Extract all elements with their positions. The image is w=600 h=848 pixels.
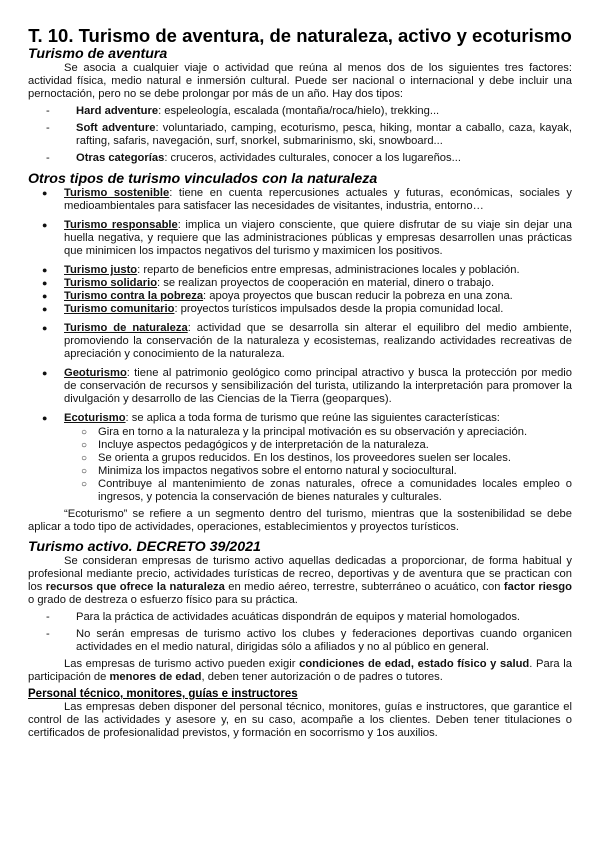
- list-item: - Soft adventure: voluntariado, camping, ecoturismo, pesca, hiking, montar a caballo, caza, kayak, rafting, safaris, navegación, surf, snorkel, submarinismo, ski, snowboard...: [28, 122, 572, 148]
- page-title: T. 10. Turismo de aventura, de naturaleza, activo y ecoturismo: [28, 25, 572, 46]
- active-tourism-definition: Se consideran empresas de turismo activo aquellas dedicadas a proporcionar, de forma habitual y profesional mediante precio, actividades turísticas de recreo, deportivas y de aventura que se practican con los recursos que ofrece la naturaleza en medio aéreo, terrestre, subterráneo o acuático, con factor riesgo o grado de destreza o esfuerzo físico para su práctica.: [28, 555, 572, 606]
- list-item: - Otras categorías: cruceros, actividades culturales, conocer a los lugareños...: [28, 152, 572, 165]
- list-item: ● Ecoturismo: se aplica a toda forma de turismo que reúne las siguientes características: ○ Gira en torno a la naturaleza y la principal motivación es su observación y apreciación. ○ Incluye aspectos pedagógicos y de interpretación de la naturaleza. ○ Se orienta a grupos reducidos. En los destinos, los proveedores suelen ser locales. ○ Minimiza los impactos negativos sobre el entorno natural y sociocultural. ○ Contribuye al mantenimiento de zonas naturales, ofrece a comunidades locales empleo o ingresos, y potencia la conservación de bienes naturales y culturales.: [28, 412, 572, 504]
- list-item: ○ Incluye aspectos pedagógicos y de interpretación de la naturaleza.: [64, 439, 572, 452]
- list-item: ● Turismo de naturaleza: actividad que se desarrolla sin alterar el equilibro del medio ambiente, promoviendo la conservación de la naturaleza y ecosistemas, realizando actividades recreativas de apreciación y conocimiento de la naturaleza.: [28, 322, 572, 361]
- list-item: - Para la práctica de actividades acuáticas dispondrán de equipos y material homologados.: [28, 611, 572, 624]
- ecotourism-closing: “Ecoturismo” se refiere a un segmento dentro del turismo, mientras que la sostenibilidad se debe aplicar a todo tipo de actividades, operaciones, establecimientos y proyectos turísticos.: [28, 508, 572, 533]
- list-item: ○ Minimiza los impactos negativos sobre el entorno natural y sociocultural.: [64, 465, 572, 478]
- list-item: ● Turismo solidario: se realizan proyectos de cooperación en material, dinero o trabajo.: [28, 277, 572, 290]
- other-types-list: [28, 187, 572, 504]
- adventure-types-list: [28, 105, 572, 165]
- staff-text: Las empresas deben disponer del personal técnico, monitores, guías e instructores, que garantice el control de las actividades y asesore y, en su caso, acompañe a los clientes. Deben tener titulaciones o certificados de profesionalidad previstos, y formación en socorrismo y 1os auxilios.: [28, 701, 572, 739]
- section-heading-staff: Personal técnico, monitores, guías e instructores: [28, 688, 298, 700]
- list-item: - No serán empresas de turismo activo los clubes y federaciones deportivas cuando organicen actividades en el medio natural, dirigidas sólo a afiliados y no al público en general.: [28, 628, 572, 654]
- list-item: ● Turismo justo: reparto de beneficios entre empresas, administraciones locales y población.: [28, 264, 572, 277]
- list-item: ○ Contribuye al mantenimiento de zonas naturales, ofrece a comunidades locales empleo o ingresos, y potencia la conservación de bienes naturales y culturales.: [64, 478, 572, 504]
- list-item: - Hard adventure: espeleología, escalada (montaña/roca/hielo), trekking...: [28, 105, 572, 118]
- list-item: ● Turismo contra la pobreza: apoya proyectos que buscan reducir la pobreza en una zona.: [28, 290, 572, 303]
- list-item: ○ Gira en torno a la naturaleza y la principal motivación es su observación y apreciación.: [64, 426, 572, 439]
- section-heading-other-types: Otros tipos de turismo vinculados con la naturaleza: [28, 171, 378, 187]
- ecotourism-features-list: [64, 426, 572, 504]
- list-item: ● Turismo responsable: implica un viajero consciente, que quiere disfrutar de su viaje sin dejar una huella negativa, y requiere que las administraciones públicas y empresas desarrollen unas prácticas que minimicen los impactos negativos del turismo y maximicen los positivos.: [28, 219, 572, 258]
- active-tourism-conditions: Las empresas de turismo activo pueden exigir condiciones de edad, estado físico y salud. Para la participación de menores de edad, deben tener autorización o de padres o tutores.: [28, 658, 573, 683]
- section-heading-adventure: Turismo de aventura: [28, 46, 168, 62]
- list-item: ● Geoturismo: tiene al patrimonio geológico como principal atractivo y busca la protección por medio de conservación de recursos y sensibilización del turista, utilizando la interpretación para promover la divulgación y desarrollo de las Ciencias de la Tierra (geoparques).: [28, 367, 572, 406]
- list-item: ● Turismo sostenible: tiene en cuenta repercusiones actuales y futuras, económicas, sociales y medioambientales para satisfacer las necesidades de visitantes, industria, entorno…: [28, 187, 572, 213]
- list-item: ○ Se orienta a grupos reducidos. En los destinos, los proveedores suelen ser locales.: [64, 452, 572, 465]
- adventure-intro: Se asocia a cualquier viaje o actividad que reúna al menos dos de los siguientes tres factores: actividad física, medio natural e inmersión cultural. Puede ser nacional o internacional y debe incluir una pernoctación, pero no se debe prolongar por más de un año. Hay dos tipos:: [28, 62, 572, 100]
- section-heading-active-tourism: Turismo activo. DECRETO 39/2021: [28, 539, 261, 555]
- active-tourism-list: [28, 611, 572, 654]
- list-item: ● Turismo comunitario: proyectos turísticos impulsados desde la propia comunidad local.: [28, 303, 572, 316]
